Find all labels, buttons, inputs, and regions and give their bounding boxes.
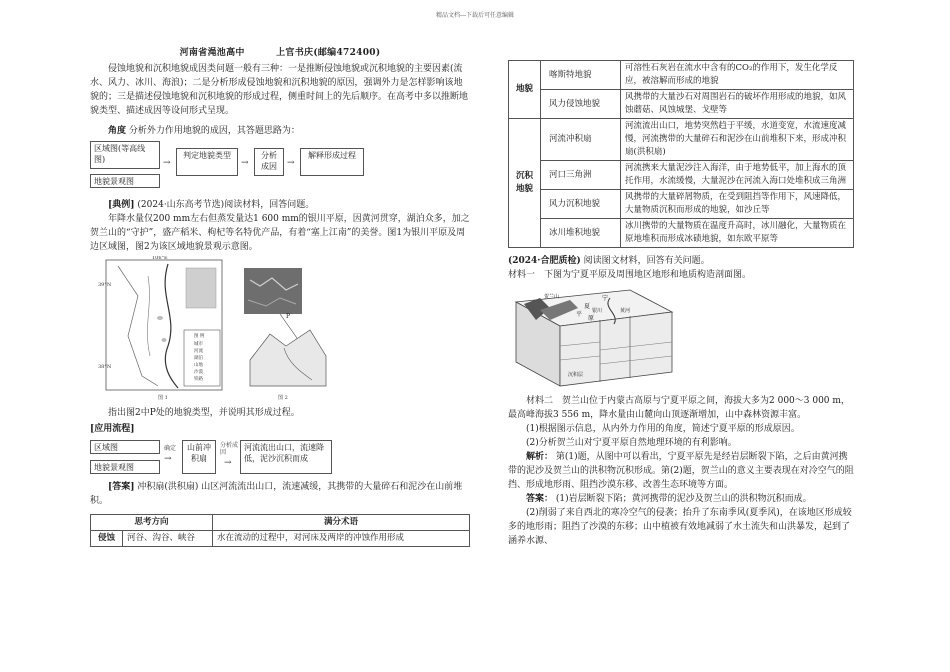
flow-box-landscape-map: 地貌景观图 xyxy=(90,174,160,188)
table-row xyxy=(509,119,854,161)
label-ping: 平 xyxy=(576,311,583,318)
angle-label: 角度 xyxy=(108,126,127,136)
svg-text:山地: 山地 xyxy=(194,363,203,368)
left-column xyxy=(90,46,470,547)
material-two: 材料二 贺兰山位于内蒙古高原与宁夏平原之间，海拔大多为2 000～3 000 m，最高峰海拔3 556 m，降水量由山麓向山顶逐渐增加，山中森林资源丰富。 xyxy=(508,396,850,420)
example-material: 年降水量仅200 mm左右但蒸发量达1 600 mm的银川平原，因黄河贯穿，湖泊众多，加之贺兰山的“守护”，盛产稻米、枸杞等名特优产品，有着“塞上江南”的美誉。图1为银川平原及周边区域图，图2为该区域地貌景观示意图。 xyxy=(90,214,470,252)
author-name: 上官书庆(邮编472400) xyxy=(276,48,381,58)
table-row xyxy=(509,219,854,248)
label-yellow-river: 黄河 xyxy=(620,308,631,314)
answer-line xyxy=(90,480,470,508)
label-ning: 宁 xyxy=(602,295,609,302)
table-type: 喀斯特地貌 xyxy=(541,61,621,90)
table-header-terms: 满分术语 xyxy=(213,515,470,531)
thinking-flowchart xyxy=(90,138,470,198)
svg-text:沙漠: 沙漠 xyxy=(194,370,203,375)
analysis-text: 第(1)题，从图中可以看出，宁夏平原先是经岩层断裂下陷，之后由黄河携带的泥沙及贺兰山的洪积物沉积形成。第(2)题，贺兰山的意义主要表现在对冷空气的阻挡、形成地形雨、阻挡沙漠东移、改善生态环境等方面。 xyxy=(508,452,854,490)
latitude-39-label: 39°N xyxy=(98,282,112,288)
page-header: 精品文档---下载后可任意编辑 xyxy=(435,12,515,19)
flow2-determine-label: 确定 xyxy=(164,445,177,452)
table-desc: 水在流动的过程中，对河床及两岸的冲蚀作用形成 xyxy=(213,531,470,547)
table-type: 风力沉积地貌 xyxy=(541,190,621,219)
arrow-icon: → xyxy=(241,158,249,168)
table-row xyxy=(509,90,854,119)
flow2-analyze-label: 分析成因 xyxy=(220,442,239,456)
table-desc: 可溶性石灰岩在流水中含有的CO₂的作用下，发生化学反应，被溶解而形成的地貌 xyxy=(621,61,854,90)
flow-box-determine-type: 判定地貌类型 xyxy=(176,148,238,176)
question-two: (2)分析贺兰山对宁夏平原自然地理环境的有利影响。 xyxy=(526,438,737,448)
flow2-box-alluvial-fan: 山前冲积扇 xyxy=(182,440,216,474)
q2-source: (2024·合肥质检) xyxy=(508,256,581,266)
figure-1-caption: 图 1 xyxy=(158,395,168,401)
flow-box-explain-process: 解释形成过程 xyxy=(300,148,364,176)
author-line xyxy=(90,46,470,60)
table-type: 河谷、沟谷、峡谷 xyxy=(123,531,213,547)
longitude-label: 106°E xyxy=(152,256,168,261)
arrow-icon: → xyxy=(287,158,295,168)
label-helan-mountain: 贺兰山 xyxy=(544,294,560,300)
label-yinchuan: 银川 xyxy=(592,308,603,314)
example-source: (2024·山东高考节选)阅读材料，回答问题。 xyxy=(137,200,315,210)
table-desc: 河流流出山口，地势突然趋于平缓，水道变宽，水流速度减慢，河流携带的大量碎石和泥沙在山前堆积下来，形成冲积扇(洪积扇) xyxy=(621,119,854,161)
yinchuan-plain-map xyxy=(98,256,228,402)
school-name: 河南省渑池高中 xyxy=(179,48,245,58)
arrow-icon: → xyxy=(163,158,171,168)
answer-two: (2)削弱了来自西北的寒冷空气的侵袭；抬升了东南季风(夏季风)，在该地区形成较多的地形雨；阻挡了沙漠的东移；山中植被有效地减弱了水土流失和山洪暴发，起到了涵养水源、 xyxy=(508,508,852,546)
flow-box-analyze-cause: 分析成因 xyxy=(254,148,284,176)
figure-2-caption: 图 2 xyxy=(278,395,288,401)
ningxia-block-diagram xyxy=(510,286,680,390)
analysis-paragraph xyxy=(508,450,854,492)
table-cat-deposition: 沉积地貌 xyxy=(509,119,541,248)
example-line xyxy=(90,198,470,212)
table-desc: 风携带的大量碎屑物质，在受到阻挡等作用下，风速降低，大量物质沉积而形成的地貌，如沙丘等 xyxy=(621,190,854,219)
label-xia: 夏 xyxy=(584,303,591,310)
table-type: 河口三角洲 xyxy=(541,161,621,190)
answer-one: (1)岩层断裂下陷；黄河携带的泥沙及贺兰山的洪积物沉积而成。 xyxy=(555,494,812,504)
right-column xyxy=(508,60,854,548)
table-row xyxy=(509,190,854,219)
flow2-box-region-map: 区域图 xyxy=(90,440,160,454)
landscape-sketch xyxy=(240,256,330,402)
table-row xyxy=(91,531,470,547)
table-type: 风力侵蚀地貌 xyxy=(541,90,621,119)
table-row xyxy=(509,161,854,190)
table-row xyxy=(509,61,854,90)
q2-intro: 阅读图文材料，回答有关问题。 xyxy=(583,256,710,266)
analysis-label: 解析： xyxy=(526,452,554,462)
answer-label: [答案] xyxy=(108,482,135,492)
figure-area xyxy=(90,256,470,404)
label-sediment-layer: 沉积层 xyxy=(568,372,584,378)
flow-title: [应用流程] xyxy=(90,424,135,434)
flow2-box-landscape: 地貌景观图 xyxy=(90,460,160,474)
p-marker: P xyxy=(286,313,291,320)
table-desc: 风携带的大量沙石对周围岩石的破坏作用形成的地貌，如风蚀蘑菇、风蚀城堡、戈壁等 xyxy=(621,90,854,119)
table-desc: 河流携来大量泥沙注入海洋，由于地势低平，加上海水的顶托作用，水流缓慢，大量泥沙在河流入海口处堆积成三角洲 xyxy=(621,161,854,190)
flow2-box-process: 河流流出山口，流速降低，泥沙沉积而成 xyxy=(240,440,332,474)
flow-box-region-map: 区域图(等高线图) xyxy=(90,141,160,169)
latitude-38-label: 38°N xyxy=(98,364,112,370)
answer-paragraph xyxy=(508,492,854,506)
table-cat-erosion: 侵蚀 xyxy=(91,531,123,547)
angle-line xyxy=(90,124,470,138)
q2-intro-line xyxy=(508,254,854,268)
legend-title: 图 例 xyxy=(194,334,205,339)
application-flowchart xyxy=(90,436,470,480)
question-text: 指出图2中P处的地貌类型，并说明其形成过程。 xyxy=(108,408,300,418)
question-one: (1)根据图示信息，从内外力作用的角度，简述宁夏平原的形成原因。 xyxy=(526,424,800,434)
terms-table-right xyxy=(508,60,854,248)
table-type: 冰川堆积地貌 xyxy=(541,219,621,248)
table-cat-landform: 地貌 xyxy=(509,61,541,119)
terms-table-left xyxy=(90,514,470,547)
svg-text:湖泊: 湖泊 xyxy=(194,356,203,361)
answer-label-right: 答案： xyxy=(526,494,554,504)
arrow-icon: → xyxy=(224,458,232,468)
example-label: [典例] xyxy=(108,200,135,210)
arrow-icon: → xyxy=(164,454,172,464)
answer-text: 冲积扇(洪积扇) 山区河流流出山口，流速减缓，其携带的大量碎石和泥沙在山前堆积。 xyxy=(90,482,463,506)
material-one: 材料一 下图为宁夏平原及周围地区地形和地质构造剖面图。 xyxy=(508,270,752,280)
table-header-direction: 思考方向 xyxy=(91,515,213,531)
table-desc: 冰川携带的大量物质在温度升高时，冰川融化，大量物质在原地堆积而形成冰碛地貌，如东欧平原等 xyxy=(621,219,854,248)
svg-text:河流: 河流 xyxy=(194,349,203,354)
table-type: 河流冲积扇 xyxy=(541,119,621,161)
label-yuan: 原 xyxy=(588,315,595,322)
svg-text:铁路: 铁路 xyxy=(194,377,203,382)
angle-text: 分析外力作用地貌的成因，其答题思路为： xyxy=(128,126,300,136)
svg-text:城市: 城市 xyxy=(194,342,203,347)
intro-paragraph: 侵蚀地貌和沉积地貌成因类问题一般有三种：一是推断侵蚀地貌或沉积地貌的主要因素(流水、风力、冰川、海浪)；二是分析形成侵蚀地貌和沉积地貌的原因，强调外力是怎样影响该地貌的；三是描述侵蚀地貌和沉积地貌的形成过程，侧重时间上的先后顺序。在高考中多以推断地貌类型、描述成因等设问形式呈现。 xyxy=(90,64,469,116)
